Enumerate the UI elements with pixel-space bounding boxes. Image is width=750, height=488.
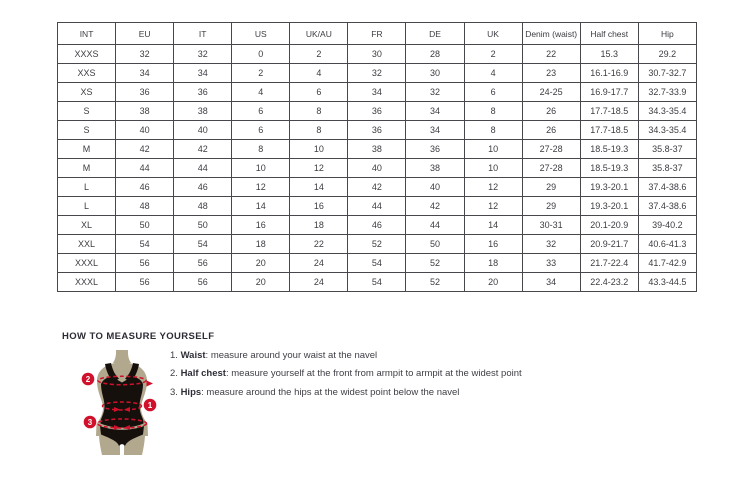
step-term: Half chest [180, 368, 226, 380]
table-cell: 34.3-35.4 [638, 102, 696, 121]
table-cell: 18.5-19.3 [580, 140, 638, 159]
table-cell: 56 [174, 273, 232, 292]
table-cell: 38 [348, 140, 406, 159]
table-cell: XS [58, 83, 116, 102]
table-cell: 16 [290, 197, 348, 216]
table-cell: 48 [174, 197, 232, 216]
table-row [58, 83, 697, 102]
table-cell: 2 [232, 64, 290, 83]
table-cell: 12 [464, 178, 522, 197]
table-cell: 36 [116, 83, 174, 102]
step-number: 1. [170, 350, 181, 361]
table-cell: 37.4-38.6 [638, 197, 696, 216]
step-text: : measure around your waist at the navel [205, 350, 378, 361]
table-cell: 14 [232, 197, 290, 216]
table-cell: 20.9-21.7 [580, 235, 638, 254]
step-number: 3. [170, 386, 181, 398]
table-cell: 18 [464, 254, 522, 273]
table-row [58, 254, 697, 273]
step-text: : measure around the hips at the widest point below the navel [201, 386, 460, 398]
table-cell: 24-25 [522, 83, 580, 102]
table-cell: M [58, 159, 116, 178]
table-cell: 52 [406, 273, 464, 292]
table-cell: 16 [464, 235, 522, 254]
table-cell: 40 [116, 121, 174, 140]
table-cell: 16.1-16.9 [580, 64, 638, 83]
table-cell: 39-40.2 [638, 216, 696, 235]
table-row [58, 197, 697, 216]
table-cell: 44 [116, 159, 174, 178]
table-cell: 8 [290, 102, 348, 121]
column-header: IT [174, 23, 232, 45]
table-cell: 34 [348, 83, 406, 102]
table-cell: 30 [406, 64, 464, 83]
table-row [58, 216, 697, 235]
table-cell: 18 [232, 235, 290, 254]
table-cell: 20.1-20.9 [580, 216, 638, 235]
table-cell: 46 [116, 178, 174, 197]
column-header: UK/AU [290, 23, 348, 45]
table-cell: 37.4-38.6 [638, 178, 696, 197]
table-cell: 26 [522, 121, 580, 140]
size-table-body [58, 45, 697, 292]
column-header: INT [58, 23, 116, 45]
table-cell: 17.7-18.5 [580, 121, 638, 140]
table-cell: 28 [406, 45, 464, 64]
table-cell: 14 [290, 178, 348, 197]
table-cell: 35.8-37 [638, 140, 696, 159]
chest-measure-arrow [147, 381, 154, 387]
table-cell: 34 [522, 273, 580, 292]
table-cell: L [58, 178, 116, 197]
table-cell: 40 [174, 121, 232, 140]
table-cell: 15.3 [580, 45, 638, 64]
table-cell: 4 [290, 64, 348, 83]
table-cell: XXXS [58, 45, 116, 64]
table-row [58, 102, 697, 121]
table-cell: 50 [406, 235, 464, 254]
table-cell: 6 [232, 121, 290, 140]
table-cell: 44 [174, 159, 232, 178]
table-cell: 36 [174, 83, 232, 102]
column-header: Half chest [580, 23, 638, 45]
table-cell: 0 [232, 45, 290, 64]
table-cell: 29 [522, 178, 580, 197]
table-cell: 2 [464, 45, 522, 64]
measure-heading: HOW TO MEASURE YOURSELF [62, 331, 215, 342]
table-cell: 33 [522, 254, 580, 273]
table-cell: 52 [348, 235, 406, 254]
table-cell: 44 [406, 216, 464, 235]
table-cell: 54 [116, 235, 174, 254]
table-cell: 10 [232, 159, 290, 178]
measure-step [170, 351, 600, 362]
table-cell: 12 [232, 178, 290, 197]
step-term: Hips [180, 386, 202, 398]
table-cell: 26 [522, 102, 580, 121]
table-cell: 30-31 [522, 216, 580, 235]
table-cell: 6 [464, 83, 522, 102]
table-cell: 32 [406, 83, 464, 102]
table-cell: 30 [348, 45, 406, 64]
table-row [58, 235, 697, 254]
table-cell: 50 [116, 216, 174, 235]
table-cell: 34 [406, 121, 464, 140]
table-cell: 22 [522, 45, 580, 64]
table-cell: 30.7-32.7 [638, 64, 696, 83]
table-cell: 20 [464, 273, 522, 292]
table-cell: 32 [522, 235, 580, 254]
table-cell: 14 [464, 216, 522, 235]
column-header: DE [406, 23, 464, 45]
mannequin-neck [113, 350, 131, 363]
table-cell: 40.6-41.3 [638, 235, 696, 254]
table-cell: 18.5-19.3 [580, 159, 638, 178]
table-cell: 16.9-17.7 [580, 83, 638, 102]
measure-step [170, 388, 600, 399]
table-cell: 12 [290, 159, 348, 178]
table-cell: 32 [174, 45, 232, 64]
table-cell: S [58, 102, 116, 121]
table-cell: XXXL [58, 273, 116, 292]
table-cell: 32.7-33.9 [638, 83, 696, 102]
table-cell: 42 [174, 140, 232, 159]
table-cell: 42 [406, 197, 464, 216]
column-header: UK [464, 23, 522, 45]
table-cell: 54 [174, 235, 232, 254]
table-row [58, 178, 697, 197]
table-cell: 18 [290, 216, 348, 235]
table-cell: 8 [464, 121, 522, 140]
table-cell: 24 [290, 254, 348, 273]
table-row [58, 159, 697, 178]
table-cell: 54 [348, 273, 406, 292]
table-cell: 16 [232, 216, 290, 235]
hips-marker-number: 3 [87, 418, 93, 427]
size-table-section [57, 22, 697, 292]
measure-step [170, 369, 600, 380]
table-cell: 29 [522, 197, 580, 216]
column-header: Hip [638, 23, 696, 45]
table-cell: 34 [174, 64, 232, 83]
measure-figure [68, 349, 174, 459]
table-cell: XXXL [58, 254, 116, 273]
table-cell: 8 [464, 102, 522, 121]
table-cell: 19.3-20.1 [580, 197, 638, 216]
table-cell: 56 [174, 254, 232, 273]
table-cell: 21.7-22.4 [580, 254, 638, 273]
table-cell: 48 [116, 197, 174, 216]
table-cell: 34 [406, 102, 464, 121]
table-cell: 38 [406, 159, 464, 178]
table-cell: 44 [348, 197, 406, 216]
table-cell: XXS [58, 64, 116, 83]
table-row [58, 273, 697, 292]
column-header: FR [348, 23, 406, 45]
chest-marker-number: 2 [85, 375, 91, 384]
table-cell: 10 [290, 140, 348, 159]
column-header: Denim (waist) [522, 23, 580, 45]
table-cell: 34 [116, 64, 174, 83]
column-header: US [232, 23, 290, 45]
step-term: Waist [180, 350, 206, 361]
table-cell: 8 [232, 140, 290, 159]
table-cell: 27-28 [522, 140, 580, 159]
table-cell: 24 [290, 273, 348, 292]
table-cell: M [58, 140, 116, 159]
table-cell: 52 [406, 254, 464, 273]
table-cell: 42 [116, 140, 174, 159]
column-header: EU [116, 23, 174, 45]
table-cell: 6 [232, 102, 290, 121]
table-cell: 17.7-18.5 [580, 102, 638, 121]
table-cell: 20 [232, 254, 290, 273]
table-cell: 10 [464, 159, 522, 178]
size-table-head [58, 23, 697, 45]
table-cell: 40 [406, 178, 464, 197]
table-cell: 36 [348, 102, 406, 121]
table-cell: 4 [464, 64, 522, 83]
table-cell: 19.3-20.1 [580, 178, 638, 197]
table-cell: 36 [348, 121, 406, 140]
table-cell: 50 [174, 216, 232, 235]
table-cell: 32 [116, 45, 174, 64]
table-cell: 34.3-35.4 [638, 121, 696, 140]
table-cell: 43.3-44.5 [638, 273, 696, 292]
table-cell: 41.7-42.9 [638, 254, 696, 273]
table-cell: 54 [348, 254, 406, 273]
table-row [58, 140, 697, 159]
table-cell: L [58, 197, 116, 216]
table-cell: 12 [464, 197, 522, 216]
table-cell: 2 [290, 45, 348, 64]
table-cell: 4 [232, 83, 290, 102]
step-text: : measure yourself at the front from armpit to armpit at the widest point [225, 368, 522, 380]
table-cell: 20 [232, 273, 290, 292]
table-cell: 35.8-37 [638, 159, 696, 178]
size-chart-table [57, 22, 697, 292]
table-cell: 32 [348, 64, 406, 83]
table-cell: 38 [174, 102, 232, 121]
table-cell: 8 [290, 121, 348, 140]
table-cell: 6 [290, 83, 348, 102]
table-cell: 10 [464, 140, 522, 159]
table-cell: XXL [58, 235, 116, 254]
table-cell: 29.2 [638, 45, 696, 64]
table-cell: XL [58, 216, 116, 235]
table-cell: 22 [290, 235, 348, 254]
table-cell: S [58, 121, 116, 140]
measure-steps [170, 351, 600, 406]
table-cell: 38 [116, 102, 174, 121]
table-cell: 40 [348, 159, 406, 178]
waist-marker-number: 1 [147, 401, 153, 410]
table-cell: 56 [116, 273, 174, 292]
step-number: 2. [170, 368, 181, 380]
table-cell: 22.4-23.2 [580, 273, 638, 292]
table-cell: 42 [348, 178, 406, 197]
table-cell: 46 [174, 178, 232, 197]
table-row [58, 45, 697, 64]
table-row [58, 121, 697, 140]
table-cell: 27-28 [522, 159, 580, 178]
mannequin-illustration-icon [68, 349, 174, 459]
table-cell: 46 [348, 216, 406, 235]
table-cell: 36 [406, 140, 464, 159]
table-row [58, 64, 697, 83]
table-cell: 56 [116, 254, 174, 273]
table-cell: 23 [522, 64, 580, 83]
size-table-header-row [58, 23, 697, 45]
